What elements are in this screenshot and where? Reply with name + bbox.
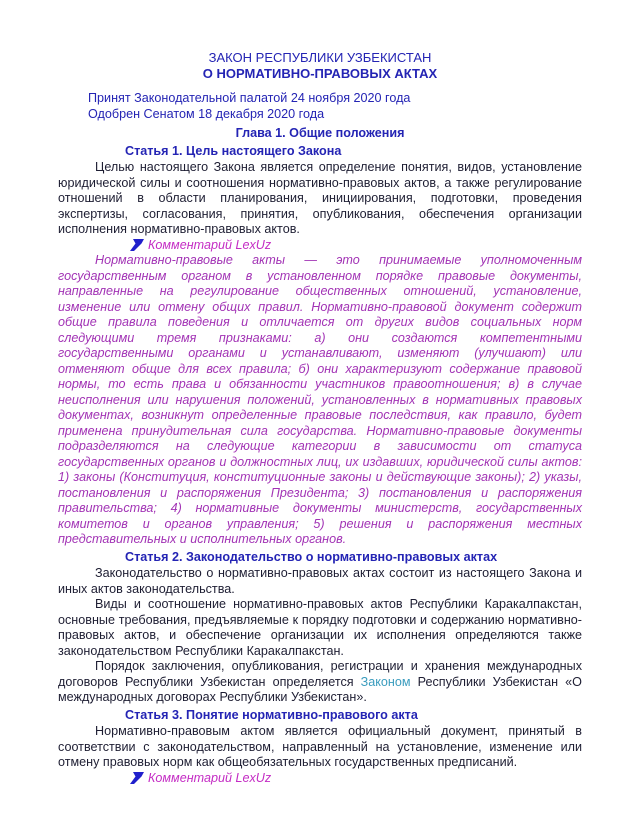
comment-2-label-line (130, 771, 582, 787)
law-title-line1: ЗАКОН РЕСПУБЛИКИ УЗБЕКИСТАН (208, 50, 432, 65)
adopted-line: Принят Законодательной палатой 24 ноября 2020 года (88, 91, 411, 105)
comment-2-toggle-label[interactable]: Комментарий LexUz (148, 770, 272, 785)
article-2-heading: Статья 2. Законодательство о нормативно-правовых актах (125, 549, 498, 564)
chapter-1-heading: Глава 1. Общие положения (235, 126, 405, 140)
paragraph-text-before-link: Порядок заключения, опубликования, регистрации и хранения международных договоров Республики Узбекистан определяется (58, 659, 582, 689)
article-3-paragraph: Нормативно-правовым актом является официальный документ, принятый в соответствии с законодательством, направленный на установление, изменение или отмену правовых норм как общеобязательных государственных предписаний. (58, 724, 582, 769)
lexuz-flag-icon (130, 772, 144, 784)
article-2-paragraph-1: Законодательство о нормативно-правовых актах состоит из настоящего Закона и иных актов законодательства. (58, 566, 582, 596)
paragraph-text-after-link: Республики Узбекистан «О международных договорах Республики Узбекистан». (58, 674, 582, 704)
article-3-heading: Статья 3. Понятие нормативно-правового акта (125, 707, 418, 722)
comment-1-toggle-label[interactable]: Комментарий LexUz (148, 237, 272, 252)
law-title-line2: О НОРМАТИВНО-ПРАВОВЫХ АКТАХ (202, 65, 438, 81)
approved-line: Одобрен Сенатом 18 декабря 2020 года (88, 106, 325, 121)
article-2-paragraph-3 (58, 659, 582, 706)
article-1-paragraph: Целью настоящего Закона является определение понятия, видов, установление юридической силы и соотношения нормативно-правовых актов, а также регулирование отношений в области планирования, инициирования, подготовки, проведения экспертизы, согласования, принятия, опубликования, обеспечения организации исполнения нормативно-правовых актов. (58, 160, 582, 236)
lexuz-flag-icon (130, 239, 144, 251)
comment-1-body: Нормативно-правовые акты — это принимаемые уполномоченным государственным органом в установленном порядке правовые документы, направленные на регулирование общественных отношений, установление, изменение или отмену общих правил. Нормативно-правовой документ содержит общие правила поведения и отличается от других видов социальных норм следующими тремя признаками: а) они создаются компетентными государственными органами и устанавливают, изменяют (улучшают) или отменяют общие для всех правила; б) они характеризуют содержание правовой нормы, то есть права и обязанности участников правоотношения; в) в случае неисполнения или нарушения положений, установленных в нормативных правовых документах, возникнут определенные правовые последствия, как правило, будет применена принудительная сила государства. Нормативно-правовые документы подразделяются на следующие категории в зависимости от статуса государственных органов и должностных лиц, их издавших, юридической силы актов: 1) законы (Конституция, конституционные законы и действующие законы); 2) указы, постановления и распоряжения Президента; 3) постановления и распоряжения правительства; 4) нормативные документы министерств, государственных комитетов и органов управления; 5) решения и распоряжения местных представительных и исполнительных органов. (58, 253, 582, 546)
article-2-paragraph-2: Виды и соотношение нормативно-правовых актов Республики Каракалпакстан, основные требования, предъявляемые к порядку подготовки и содержанию нормативно-правовых актов, и обеспечение организации их исполнения определяются также законодательством Республики Каракалпакстан. (58, 597, 582, 658)
article-1-heading: Статья 1. Цель настоящего Закона (125, 143, 342, 158)
law-reference-link[interactable]: Законом (360, 674, 411, 689)
comment-1-label-line (130, 238, 582, 254)
